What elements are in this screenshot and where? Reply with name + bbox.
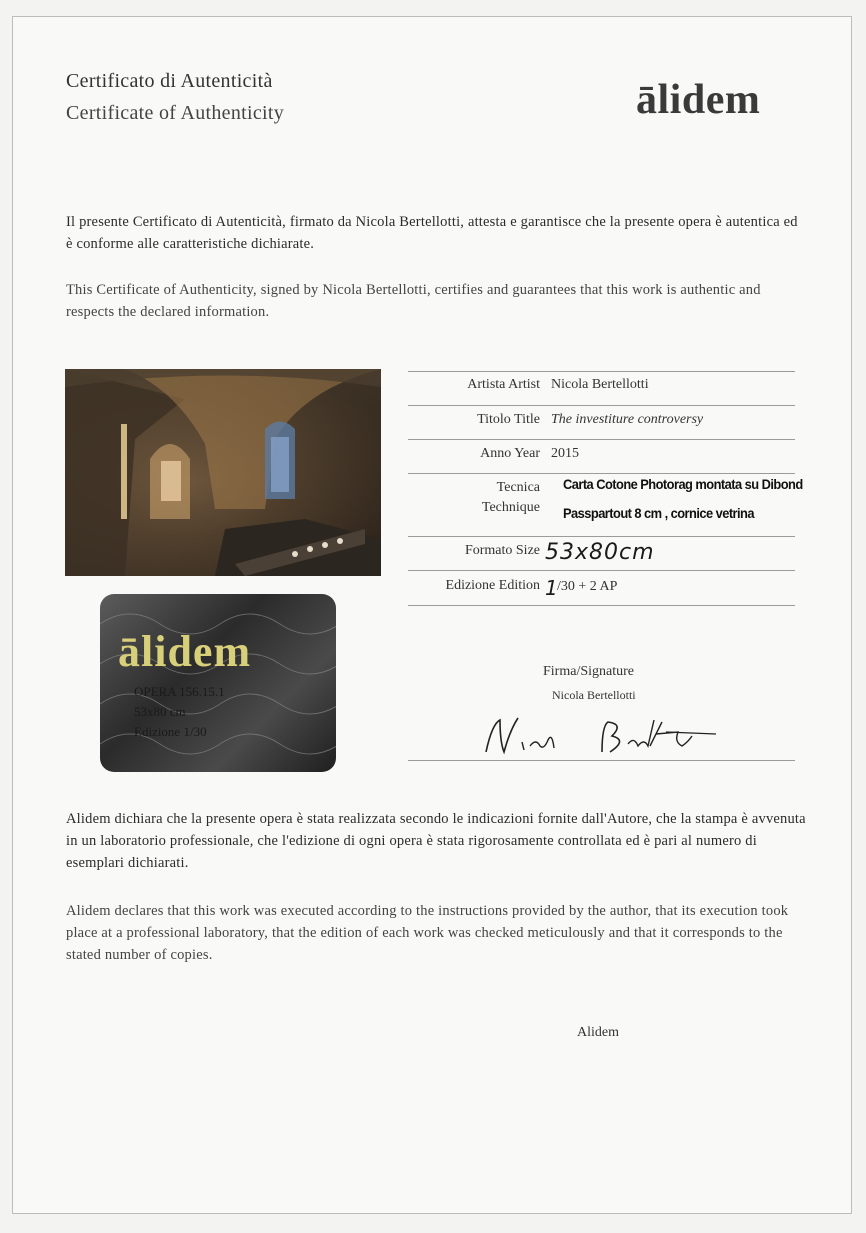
table-rule (408, 605, 795, 606)
footer-italian: Alidem dichiara che la presente opera è stata realizzata secondo le indicazioni fornite dall'Autore, che la stampa è avvenuta in un laboratorio professionale, che l'edizione di ogni opera è stata rigorosamente controllata ed è pari al numero di esemplari dichiarati. (66, 811, 806, 871)
value-technique-line1: Carta Cotone Photorag montata su Dibond (563, 476, 803, 492)
artwork-photo (65, 369, 381, 576)
table-rule (408, 473, 795, 474)
hologram-opera: OPERA 156.15.1 (134, 684, 225, 699)
value-year: 2015 (551, 446, 579, 461)
title-italian: Certificato di Autenticità (66, 70, 273, 92)
label-technique-en: Technique (481, 500, 540, 515)
table-rule (408, 570, 795, 571)
hologram-edition: Edizione 1/30 (134, 724, 207, 739)
hologram-size: 53x80 cm (134, 704, 186, 719)
signature-line (408, 760, 795, 761)
label-technique-it: Tecnica (496, 480, 540, 495)
footer-english: Alidem declares that this work was executed according to the instructions provided by the author, that its execution took place at a professional laboratory, that the edition of each work was checked meticulously and that it corresponds to the stated number of copies. (66, 903, 789, 963)
value-edition: /30 + 2 AP (557, 579, 618, 594)
table-rule (408, 536, 795, 537)
value-size-handwritten: 53x80cm (545, 540, 655, 565)
signature-name: Nicola Bertellotti (552, 688, 636, 702)
value-edition-handwritten: 1 (545, 576, 558, 600)
footer-signoff: Alidem (577, 1025, 619, 1040)
title-english: Certificate of Authenticity (66, 102, 285, 124)
label-size: Formato Size (464, 543, 540, 558)
value-artist: Nicola Bertellotti (551, 377, 649, 392)
alidem-logo: ālidem (636, 77, 761, 123)
label-title: Titolo Title (477, 412, 540, 427)
signature-label: Firma/Signature (543, 664, 634, 679)
value-technique-line2: Passpartout 8 cm , cornice vetrina (563, 505, 754, 521)
hologram-sticker (100, 594, 336, 772)
table-rule (408, 439, 795, 440)
intro-italian: Il presente Certificato di Autenticità, firmato da Nicola Bertellotti, attesta e garantisce che la presente opera è autentica ed è conforme alle caratteristiche dichiarate. (66, 214, 798, 252)
hologram-pattern-icon (100, 594, 336, 772)
hologram-logo: ālidem (118, 627, 252, 676)
table-rule (408, 405, 795, 406)
table-rule (408, 371, 795, 372)
intro-english: This Certificate of Authenticity, signed by Nicola Bertellotti, certifies and guarantees that this work is authentic and respects the declared information. (66, 282, 761, 320)
label-artist: Artista Artist (467, 377, 540, 392)
handwritten-signature (478, 712, 723, 762)
value-title: The investiture controversy (551, 412, 704, 427)
label-edition: Edizione Edition (445, 578, 540, 593)
label-year: Anno Year (480, 446, 540, 461)
